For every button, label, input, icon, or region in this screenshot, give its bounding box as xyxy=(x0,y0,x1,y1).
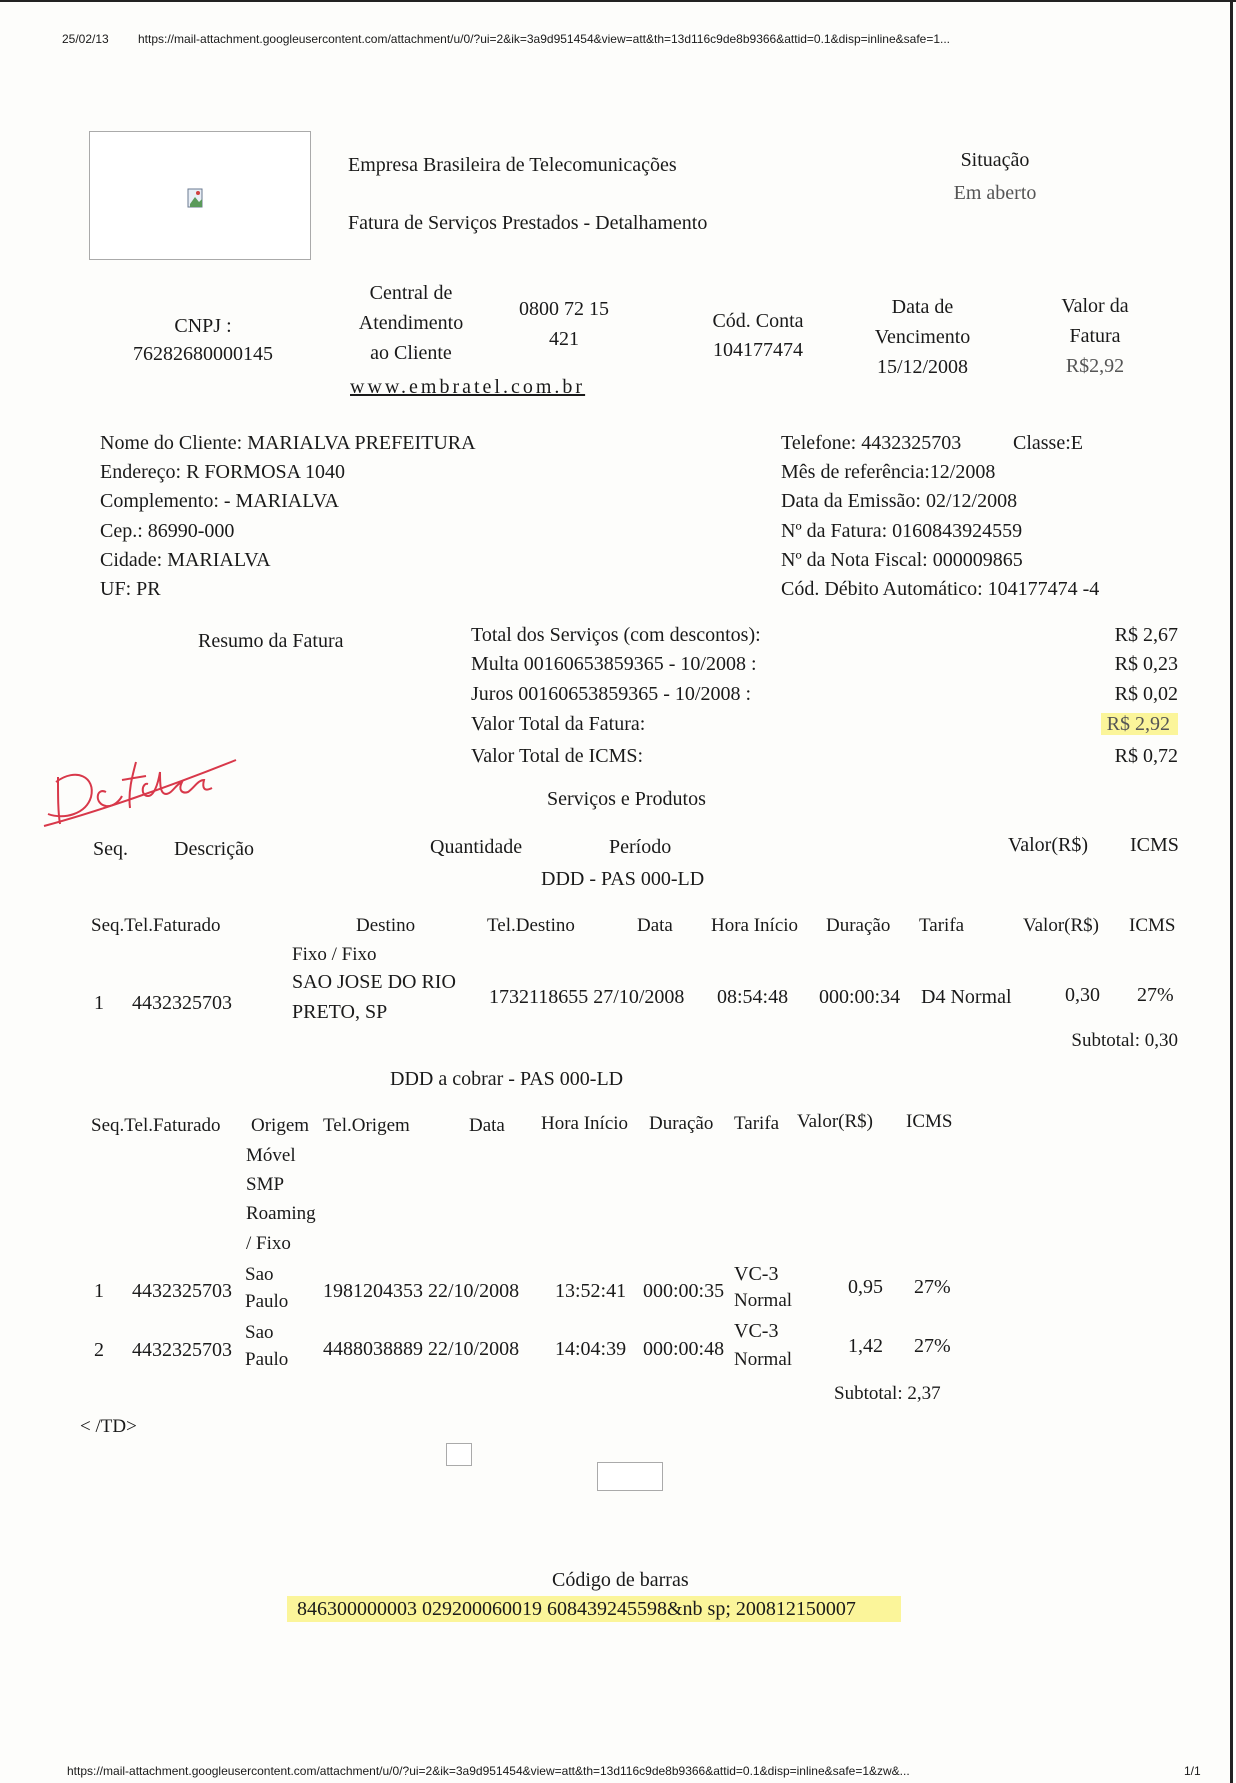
collect-row-value: 0,95 xyxy=(848,1276,883,1298)
collect-row-telorigin-date: 4488038889 22/10/2008 xyxy=(323,1338,520,1360)
cnpj-value: 76282680000145 xyxy=(133,343,273,365)
tax-note-number: Nº da Nota Fiscal: 000009865 xyxy=(781,549,1023,571)
due-date-label-1: Data de xyxy=(891,296,954,318)
summary-title: Resumo da Fatura xyxy=(198,630,344,652)
client-class: Classe:E xyxy=(1013,432,1083,454)
collect-row-duration: 000:00:48 xyxy=(643,1338,725,1360)
collect-row-icms: 27% xyxy=(914,1335,951,1357)
client-complement: Complemento: - MARIALVA xyxy=(100,490,339,512)
collect-origin-type: / Fixo xyxy=(246,1233,291,1254)
ddd-row-tel: 4432325703 xyxy=(132,992,232,1014)
collect-row-telorigin-date: 1981204353 22/10/2008 xyxy=(323,1280,520,1302)
summary-row-value: R$ 2,67 xyxy=(1114,624,1178,646)
collect-row-start: 13:52:41 xyxy=(555,1280,627,1302)
invoice-value-label-1: Valor da xyxy=(1061,295,1129,317)
collect-subtotal: Subtotal: 2,37 xyxy=(834,1383,941,1404)
due-date-label-2: Vencimento xyxy=(874,326,971,348)
document-title: Fatura de Serviços Prestados - Detalhamento xyxy=(348,212,708,234)
summary-row-label: Total dos Serviços (com descontos): xyxy=(471,624,761,646)
ddd-header-seq-tel xyxy=(91,913,221,938)
account-code-label: Cód. Conta xyxy=(712,310,804,332)
summary-row-label: Juros 00160653859365 - 10/2008 : xyxy=(471,683,751,705)
barcode-label: Código de barras xyxy=(552,1569,689,1591)
summary-row-label: Valor Total de ICMS: xyxy=(471,745,644,767)
auto-debit-code: Cód. Débito Automático: 104177474 -4 xyxy=(781,578,1100,600)
collect-header-tel: Tel.Faturado xyxy=(124,1115,221,1136)
services-header-icms: ICMS xyxy=(1130,834,1179,856)
ddd-row-start: 08:54:48 xyxy=(717,986,789,1008)
ddd-header-date: Data xyxy=(637,915,673,936)
ddd-row-dest-2: PRETO, SP xyxy=(292,1001,388,1023)
client-uf: UF: PR xyxy=(100,578,161,600)
client-name: Nome do Cliente: MARIALVA PREFEITURA xyxy=(100,432,476,454)
collect-header-seq-tel xyxy=(91,1113,221,1138)
summary-total-wrap xyxy=(1020,711,1178,737)
ddd-row-icms: 27% xyxy=(1137,984,1174,1006)
collect-row-tariff-1: VC-3 xyxy=(734,1263,779,1285)
print-url-bottom[interactable]: https://mail-attachment.googleusercontent.com/attachment/u/0/?ui=2&ik=3a9d951454&view=att&th=13d116c9de8b9366&attid=0.1&disp=inline&safe=1&zw&... xyxy=(67,1764,910,1778)
ddd-row-dest-1: SAO JOSE DO RIO xyxy=(292,971,456,993)
collect-origin-type: SMP xyxy=(246,1174,285,1195)
collect-header-telorigin: Tel.Origem xyxy=(323,1115,410,1136)
ddd-subtotal: Subtotal: 0,30 xyxy=(1071,1030,1178,1051)
services-header-period: Período xyxy=(609,836,672,858)
ddd-row-tariff: D4 Normal xyxy=(921,986,1012,1008)
ddd-header-tel: Tel.Faturado xyxy=(124,915,221,936)
logo-box xyxy=(89,131,311,260)
account-code-value: 104177474 xyxy=(713,339,803,361)
collect-row-start: 14:04:39 xyxy=(555,1338,627,1360)
barcode-value-wrap xyxy=(287,1596,901,1622)
summary-row-value: R$ 0,23 xyxy=(1114,653,1178,675)
invoice-number: Nº da Fatura: 0160843924559 xyxy=(781,520,1023,542)
collect-origin-type: Móvel xyxy=(246,1145,296,1166)
empty-image-placeholder xyxy=(446,1443,472,1466)
summary-row-value: R$ 0,02 xyxy=(1114,683,1178,705)
invoice-value-label-2: Fatura xyxy=(1069,325,1121,347)
services-header-seq: Seq. xyxy=(93,838,128,860)
print-page-count: 1/1 xyxy=(1184,1764,1201,1778)
services-header-value: Valor(R$) xyxy=(1008,834,1088,856)
company-name: Empresa Brasileira de Telecomunicações xyxy=(348,154,677,176)
ddd-header-duration: Duração xyxy=(826,915,891,936)
status-value: Em aberto xyxy=(953,182,1037,204)
collect-row-tariff-2: Normal xyxy=(734,1290,793,1311)
collect-header-tariff: Tarifa xyxy=(734,1113,780,1134)
central-line-1: Central de xyxy=(369,282,453,304)
ddd-row-value: 0,30 xyxy=(1065,984,1100,1006)
scan-edge-right xyxy=(1230,0,1233,1783)
ddd-header-start: Hora Início xyxy=(711,915,799,936)
collect-section-title: DDD a cobrar - PAS 000-LD xyxy=(390,1068,624,1090)
collect-row-icms: 27% xyxy=(914,1276,951,1298)
ddd-row-teldest-date: 1732118655 27/10/2008 xyxy=(489,986,685,1008)
phone-line-2: 421 xyxy=(549,328,579,350)
services-title: Serviços e Produtos xyxy=(547,788,706,810)
client-cep: Cep.: 86990-000 xyxy=(100,520,235,542)
central-line-2: Atendimento xyxy=(358,312,464,334)
collect-row-origin-1: Sao xyxy=(245,1322,274,1343)
collect-origin-type: Roaming xyxy=(246,1203,316,1224)
status-label: Situação xyxy=(960,149,1030,171)
phone-line-1: 0800 72 15 xyxy=(519,298,609,320)
collect-row-duration: 000:00:35 xyxy=(643,1280,725,1302)
collect-row-origin-2: Paulo xyxy=(245,1291,289,1312)
website-link[interactable]: www.embratel.com.br xyxy=(350,376,586,398)
collect-row-tel: 4432325703 xyxy=(132,1280,232,1302)
collect-header-seq: Seq. xyxy=(91,1115,125,1136)
collect-row-seq: 2 xyxy=(94,1339,104,1361)
services-header-description: Descrição xyxy=(174,838,254,860)
summary-row-value: R$ 0,72 xyxy=(1114,745,1178,767)
collect-header-date: Data xyxy=(469,1115,505,1136)
invoice-value: R$2,92 xyxy=(1065,355,1125,377)
summary-row-label: Multa 00160653859365 - 10/2008 : xyxy=(471,653,757,675)
cnpj-label: CNPJ : xyxy=(174,315,232,337)
summary-total-value: R$ 2,92 xyxy=(1101,713,1178,735)
collect-row-origin-2: Paulo xyxy=(245,1349,289,1370)
summary-row-label: Valor Total da Fatura: xyxy=(471,713,646,735)
stray-td-tag: < /TD> xyxy=(80,1416,137,1437)
due-date-value: 15/12/2008 xyxy=(876,356,969,378)
reference-month: Mês de referência:12/2008 xyxy=(781,461,996,483)
ddd-header-value: Valor(R$) xyxy=(1023,915,1099,936)
barcode-value: 846300000003 029200060019 608439245598&nb sp; 200812150007 xyxy=(287,1596,901,1622)
issue-date: Data da Emissão: 02/12/2008 xyxy=(781,490,1018,512)
print-url-top[interactable]: https://mail-attachment.googleusercontent.com/attachment/u/0/?ui=2&ik=3a9d951454&view=att&th=13d116c9de8b9366&attid=0.1&disp=inline&safe=1... xyxy=(138,32,951,46)
collect-row-tariff-2: Normal xyxy=(734,1349,793,1370)
broken-image-icon xyxy=(187,188,207,210)
ddd-header-seq: Seq. xyxy=(91,915,125,936)
collect-row-origin-1: Sao xyxy=(245,1264,274,1285)
client-phone: Telefone: 4432325703 xyxy=(781,432,962,454)
collect-row-value: 1,42 xyxy=(848,1335,883,1357)
collect-row-tariff-1: VC-3 xyxy=(734,1320,779,1342)
handwritten-signature xyxy=(36,722,246,842)
collect-header-origin: Origem xyxy=(251,1115,310,1136)
collect-header-start: Hora Início xyxy=(541,1113,629,1134)
ddd-header-teldest: Tel.Destino xyxy=(487,915,575,936)
print-date: 25/02/13 xyxy=(62,32,109,46)
collect-header-duration: Duração xyxy=(649,1113,714,1134)
client-city: Cidade: MARIALVA xyxy=(100,549,271,571)
collect-header-value: Valor(R$) xyxy=(797,1111,873,1132)
ddd-destination-type: Fixo / Fixo xyxy=(292,944,377,965)
client-address: Endereço: R FORMOSA 1040 xyxy=(100,461,345,483)
empty-image-placeholder xyxy=(597,1462,663,1491)
ddd-header-dest: Destino xyxy=(356,915,416,936)
ddd-row-seq: 1 xyxy=(94,992,104,1014)
ddd-section-title: DDD - PAS 000-LD xyxy=(541,868,705,890)
ddd-row-duration: 000:00:34 xyxy=(819,986,901,1008)
ddd-header-icms: ICMS xyxy=(1129,915,1176,936)
services-header-quantity: Quantidade xyxy=(430,836,523,858)
ddd-header-tariff: Tarifa xyxy=(919,915,965,936)
collect-header-icms: ICMS xyxy=(906,1111,953,1132)
scan-edge-top xyxy=(0,0,1236,2)
collect-row-tel: 4432325703 xyxy=(132,1339,232,1361)
collect-row-seq: 1 xyxy=(94,1280,104,1302)
central-line-3: ao Cliente xyxy=(370,342,452,364)
